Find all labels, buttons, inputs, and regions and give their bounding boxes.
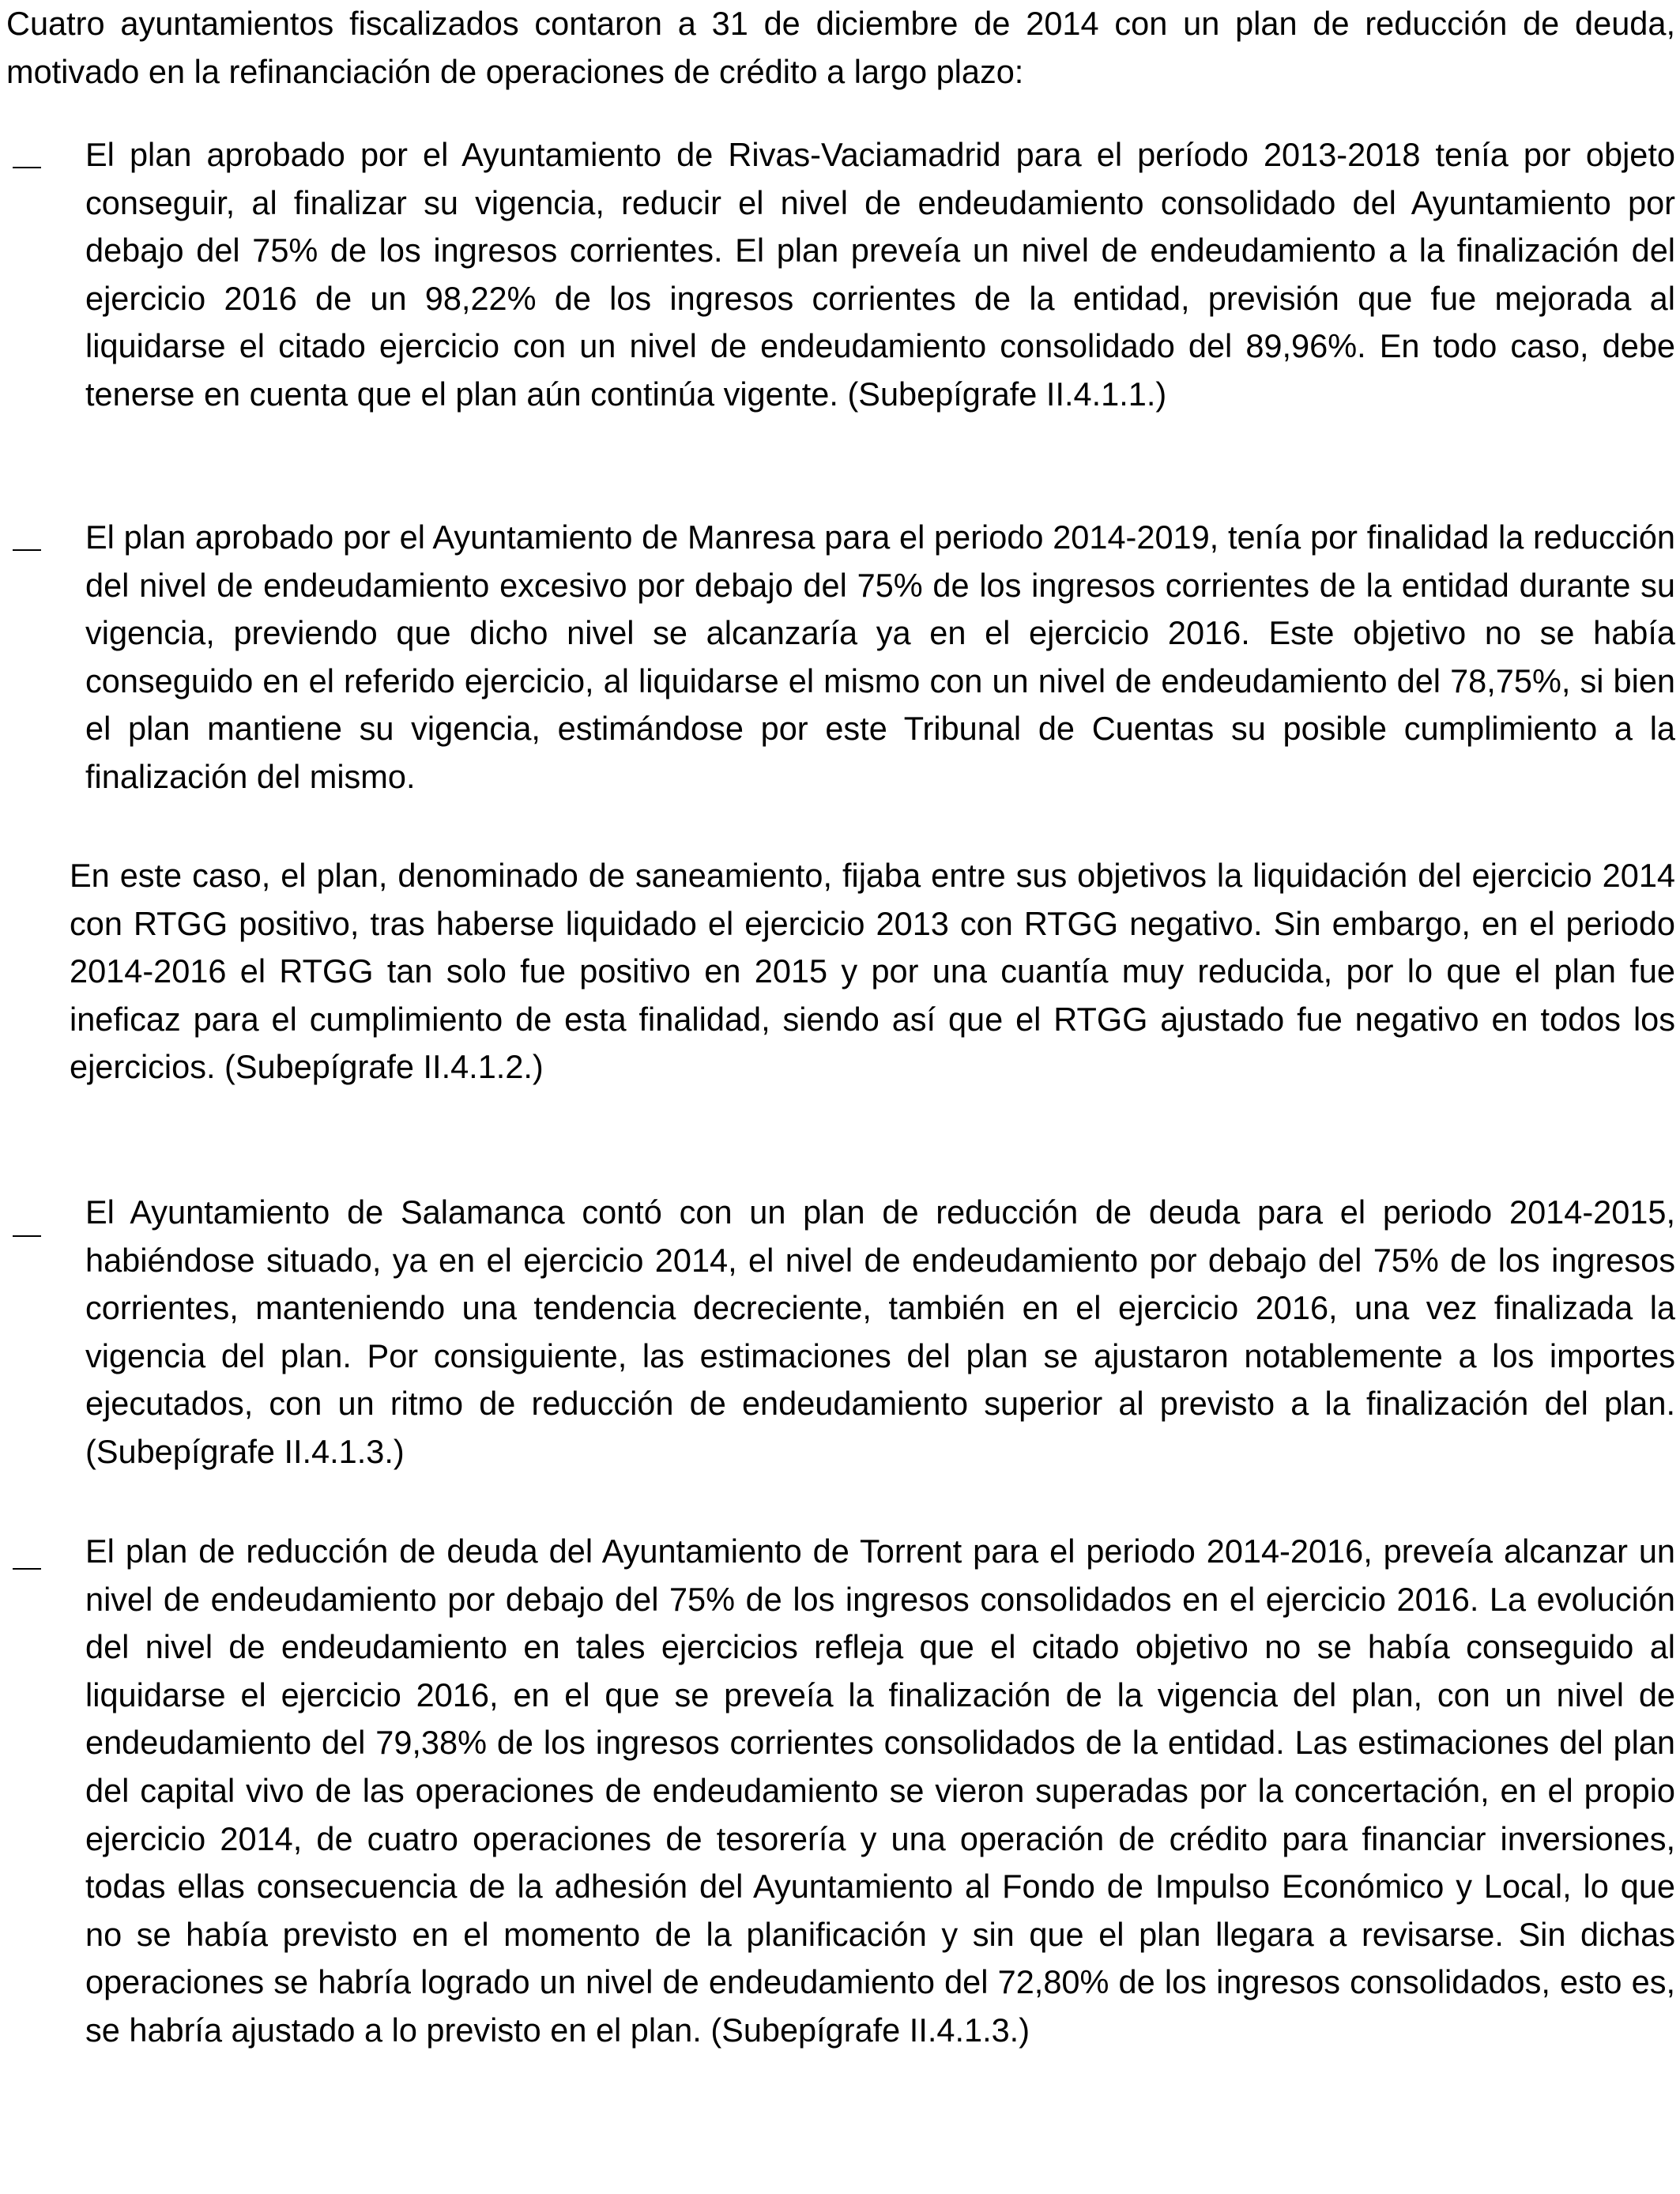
- bullet-rivas-vaciamadrid: El plan aprobado por el Ayuntamiento de Rivas-Vaciamadrid para el período 2013-2018 tenía por objeto conseguir, al finalizar su vigencia, reducir el nivel de endeudamiento consolidado del Ayuntamiento por debajo del 75% de los ingresos corrientes. El plan preveía un nivel de endeudamiento a la finalización del ejercicio 2016 de un 98,22% de los ingresos corrientes de la entidad, previsión que fue mejorada al liquidarse el citado ejercicio con un nivel de endeudamiento consolidado del 89,96%. En todo caso, debe tenerse en cuenta que el plan aún continúa vigente. (Subepígrafe II.4.1.1.): [85, 136, 1675, 413]
- bullet-dash: [13, 1235, 41, 1237]
- bullet-torrent: El plan de reducción de deuda del Ayuntamiento de Torrent para el periodo 2014-2016, preveía alcanzar un nivel de endeudamiento por debajo del 75% de los ingresos consolidados en el ejercicio 2016. La evolución del nivel de endeudamiento en tales ejercicios refleja que el citado objetivo no se había conseguido al liquidarse el ejercicio 2016, en el que se preveía la finalización de la vigencia del plan, con un nivel de endeudamiento del 79,38% de los ingresos corrientes consolidados de la entidad. Las estimaciones del plan del capital vivo de las operaciones de endeudamiento se vieron superadas por la concertación, en el propio ejercicio 2014, de cuatro operaciones de tesorería y una operación de crédito para financiar inversiones, todas ellas consecuencia de la adhesión del Ayuntamiento al Fondo de Impulso Económico y Local, lo que no se había previsto en el momento de la planificación y sin que el plan llegara a revisarse. Sin dichas operaciones se habría logrado un nivel de endeudamiento del 72,80% de los ingresos consolidados, esto es, se habría ajustado a lo previsto en el plan. (Subepígrafe II.4.1.3.): [85, 1532, 1675, 2049]
- bullet-dash: [13, 167, 41, 168]
- bullet-dash: [13, 549, 41, 551]
- bullet-dash: [13, 1568, 41, 1570]
- bullet-manresa: El plan aprobado por el Ayuntamiento de Manresa para el periodo 2014-2019, tenía por finalidad la reducción del nivel de endeudamiento excesivo por debajo del 75% de los ingresos corrientes de la entidad durante su vigencia, previendo que dicho nivel se alcanzaría ya en el ejercicio 2016. Este objetivo no se había conseguido en el referido ejercicio, al liquidarse el mismo con un nivel de endeudamiento del 78,75%, si bien el plan mantiene su vigencia, estimándose por este Tribunal de Cuentas su posible cumplimiento a la finalización del mismo.: [85, 518, 1675, 795]
- manresa-followup-paragraph: En este caso, el plan, denominado de saneamiento, fijaba entre sus objetivos la liquidación del ejercicio 2014 con RTGG positivo, tras haberse liquidado el ejercicio 2013 con RTGG negativo. Sin embargo, en el periodo 2014-2016 el RTGG tan solo fue positivo en 2015 y por una cuantía muy reducida, por lo que el plan fue ineficaz para el cumplimiento de esta finalidad, siendo así que el RTGG ajustado fue negativo en todos los ejercicios. (Subepígrafe II.4.1.2.): [70, 857, 1675, 1086]
- intro-paragraph: Cuatro ayuntamientos fiscalizados contaron a 31 de diciembre de 2014 con un plan de reducción de deuda, motivado en la refinanciación de operaciones de crédito a largo plazo:: [6, 5, 1675, 90]
- bullet-salamanca: El Ayuntamiento de Salamanca contó con un plan de reducción de deuda para el periodo 2014-2015, habiéndose situado, ya en el ejercicio 2014, el nivel de endeudamiento por debajo del 75% de los ingresos corrientes, manteniendo una tendencia decreciente, también en el ejercicio 2016, una vez finalizada la vigencia del plan. Por consiguiente, las estimaciones del plan se ajustaron notablemente a los importes ejecutados, con un ritmo de reducción de endeudamiento superior al previsto a la finalización del plan. (Subepígrafe II.4.1.3.): [85, 1193, 1675, 1470]
